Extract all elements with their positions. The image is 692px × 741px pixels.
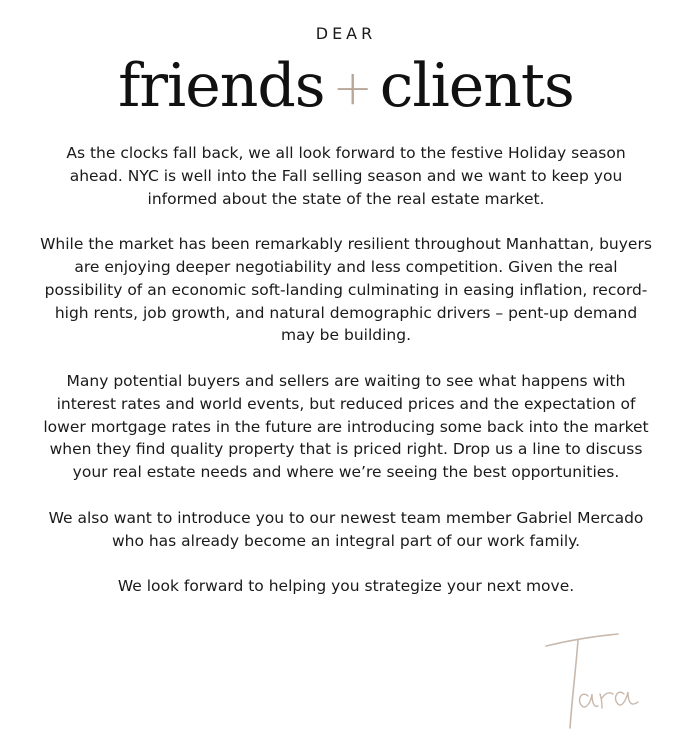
headline-plus: + bbox=[332, 60, 372, 116]
letter-body bbox=[40, 142, 652, 621]
salutation: DEAR bbox=[315, 24, 377, 43]
paragraph-buyers-sellers: Many potential buyers and sellers are waiting to see what happens with interest rates and world events, but reduced prices and the expectation of lower mortgage rates in the future are introducing some back into the market when they find quality property that is priced right. Drop us a line to discuss your real estate needs and where we’re seeing the best opportunities. bbox=[43, 371, 649, 482]
headline-friends: friends bbox=[118, 51, 325, 121]
paragraph-team-member: We also want to introduce you to our newest team member Gabriel Mercado who has already become an integral part of our work family. bbox=[48, 508, 644, 550]
headline bbox=[0, 44, 692, 130]
paragraph-intro: As the clocks fall back, we all look forward to the festive Holiday season ahead. NYC is well into the Fall selling season and we want to keep you informed about the state of the real estate market. bbox=[66, 144, 626, 208]
handwritten-signature bbox=[536, 628, 656, 738]
headline-clients: clients bbox=[379, 51, 574, 121]
paragraph-closing: We look forward to helping you strategize your next move. bbox=[117, 577, 575, 596]
paragraph-market: While the market has been remarkably resilient throughout Manhattan, buyers are enjoying deeper negotiability and less competition. Given the real possibility of an economic soft-landing culminating in easing inflation, record-high rents, job growth, and natural demographic drivers – pent-up demand may be building. bbox=[40, 235, 652, 345]
